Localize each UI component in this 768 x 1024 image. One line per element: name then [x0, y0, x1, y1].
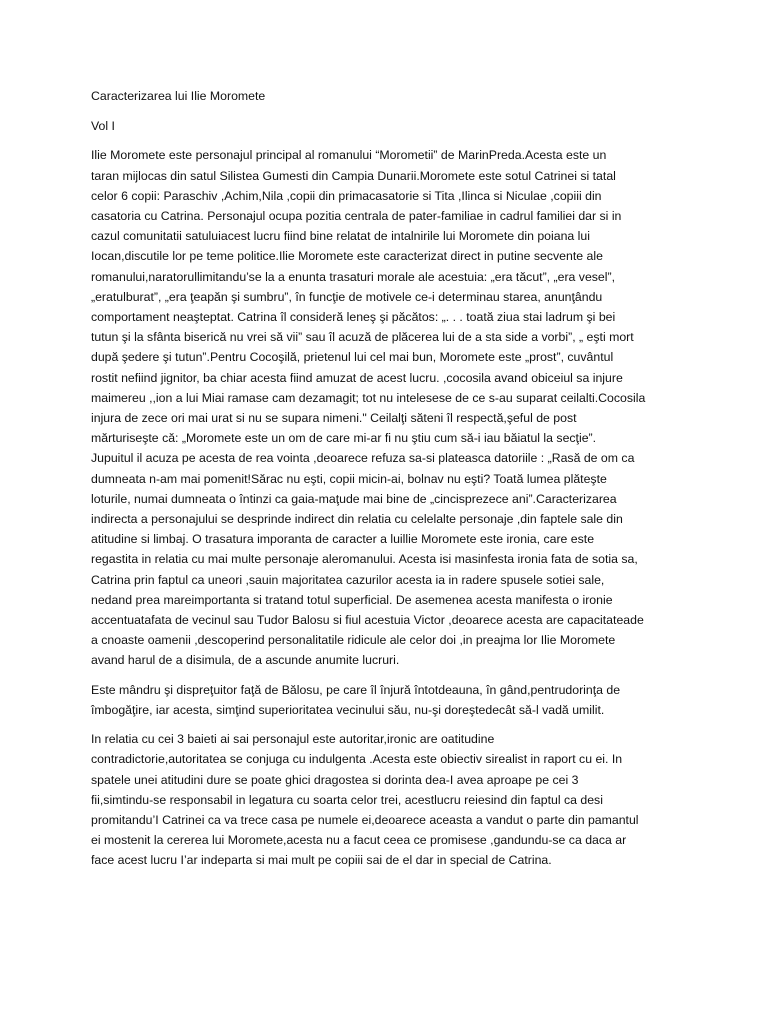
- text-line: Iocan,discutile lor pe teme politice.Ilie Moromete este caracterizat direct in putine secvente ale: [91, 249, 603, 264]
- text-line: Ilie Moromete este personajul principal al romanului “Morometii” de MarinPreda.Acesta este un: [91, 148, 607, 163]
- text-line: Jupuitul il acuza pe acesta de rea vointa ,deoarece refuza sa-si plateasca datoriile : „Rasă de om ca: [91, 451, 635, 466]
- text-line: ei mostenit la cererea lui Moromete,acesta nu a facut ceea ce promisese ,gandundu-se ca daca ar: [91, 833, 627, 848]
- text-line: regastita in relatia cu mai multe personaje aleromanului. Acesta isi masinfesta ironia fata de sotia sa,: [91, 552, 638, 567]
- text-line: fii,simtindu-se responsabil in legatura cu soarta celor trei, acestlucru reiesind din faptul ca desi: [91, 792, 603, 807]
- text-line: spatele unei atitudini dure se poate ghici dragostea si dorinta dea-I avea aproape pe cei 3: [91, 772, 579, 787]
- paragraph: [91, 145, 688, 670]
- text-line: accentuatafata de vecinul sau Tudor Balosu si fiul acestuia Victor ,deoarece acesta are capacitateade: [91, 613, 644, 628]
- text-line: atitudine si limbaj. O trasatura imporanta de caracter a luillie Moromete este ironia, care este: [91, 532, 595, 547]
- text-line: romanului,naratorullimitandu’se la a enunta trasaturi morale ale acestuia: „era tăcut”, „era vesel”,: [91, 269, 616, 284]
- text-line: celor 6 copii: Paraschiv ,Achim,Nila ,copii din primacasatorie si Tita ,Ilinca si Niculae ,copiii din: [91, 188, 602, 203]
- text-line: indirecta a personajului se desprinde indirect din relatia cu celelalte personaje ,din faptele sale din: [91, 512, 623, 527]
- text-line: promitandu’I Catrinei ca va trece casa pe numele ei,deoarece aceasta a vandut o parte din pamantul: [91, 812, 639, 827]
- text-line: după şedere şi tutun”.Pentru Cocoşilă, prietenul lui cel mai bun, Moromete este „prost”, cuvântul: [91, 350, 614, 365]
- text-line: Este mândru şi dispreţuitor faţă de Bălosu, pe care îl înjură întotdeauna, în gând,pentrudorinţa de: [91, 682, 621, 697]
- text-line: comportament neaşteptat. Catrina îl consideră leneş şi păcătos: „. . . toată ziua stai ladrum şi bei: [91, 310, 616, 325]
- text-line: îmbogăţire, iar acesta, simţind superioritatea vecinului său, nu-şi doreştedecât să-l vadă umilit.: [91, 702, 605, 717]
- text-line: „eratulburat”, „era ţeapăn şi sumbru”, în funcţie de motivele ce-i determinau starea, anunţându: [91, 289, 603, 304]
- text-line: maimereu ,,ion a lui Miai ramase cam dezamagit; tot nu intelesese de ce s-au suparat ceilalti.Cocosila: [91, 390, 646, 405]
- text-line: loturile, numai dumneata o întinzi ca gaia-maţude mai bine de „cincisprezece ani”.Caracterizarea: [91, 491, 617, 506]
- text-line: injura de zece ori mai urat si nu se supara nimeni." Ceilalţi săteni îl respectă,şeful de post: [91, 411, 577, 426]
- text-line: dumneata n-am mai pomenit!Sărac nu eşti, copii micin-ai, bolnav nu eşti? Toată lumea plăteşte: [91, 471, 607, 486]
- volume-label: Vol I: [91, 119, 115, 134]
- text-line: nedand prea mareimportanta si tratand totul superficial. De asemenea acesta manifesta o ironie: [91, 592, 613, 607]
- text-line: cazul comunitatii satuluiacest lucru fiind bine relatat de intalnirile lui Moromete din poiana lui: [91, 229, 590, 244]
- text-line: a cnoaste oamenii ,descoperind personalitatile ridicule ale celor doi ,in preajma lor Ilie Moromete: [91, 633, 616, 648]
- paragraph: [91, 729, 688, 870]
- text-line: face acest lucru I’ar indeparta si mai mult pe copiii sai de el dar in special de Catrina.: [91, 853, 552, 868]
- text-line: mărturiseşte că: „Moromete este un om de care mi-ar fi nu ştiu cum să-i iau băiatul la secţie”.: [91, 431, 597, 446]
- text-line: casatoria cu Catrina. Personajul ocupa pozitia centrala de pater-familiae in cadrul familiei dar si in: [91, 209, 622, 224]
- document-body: [91, 145, 688, 870]
- text-line: Catrina prin faptul ca uneori ,sauin majoritatea cazurilor acesta ia in radere spusele sotiei sale,: [91, 572, 605, 587]
- document-title: Caracterizarea lui Ilie Moromete: [91, 89, 266, 103]
- text-line: avand harul de a disimula, de a ascunde anumite lucruri.: [91, 653, 400, 668]
- text-line: taran mijlocas din satul Silistea Gumesti din Campia Dunarii.Moromete este sotul Catrinei si tatal: [91, 168, 616, 183]
- paragraph: [91, 680, 688, 720]
- text-line: rostit nefiind jignitor, ba chiar acesta fiind amuzat de acest lucru. ,cocosila avand obiceiul sa injure: [91, 370, 623, 385]
- text-line: tutun şi la sfânta biserică nu vrei să vii” sau îl acuză de plăcerea lui de a sta side a vorbi”, „ eşti mort: [91, 330, 634, 345]
- text-line: contradictorie,autoritatea se conjuga cu indulgenta .Acesta este obiectiv sirealist in raport cu ei. In: [91, 752, 623, 767]
- text-line: In relatia cu cei 3 baieti ai sai personajul este autoritar,ironic are oatitudine: [91, 732, 495, 747]
